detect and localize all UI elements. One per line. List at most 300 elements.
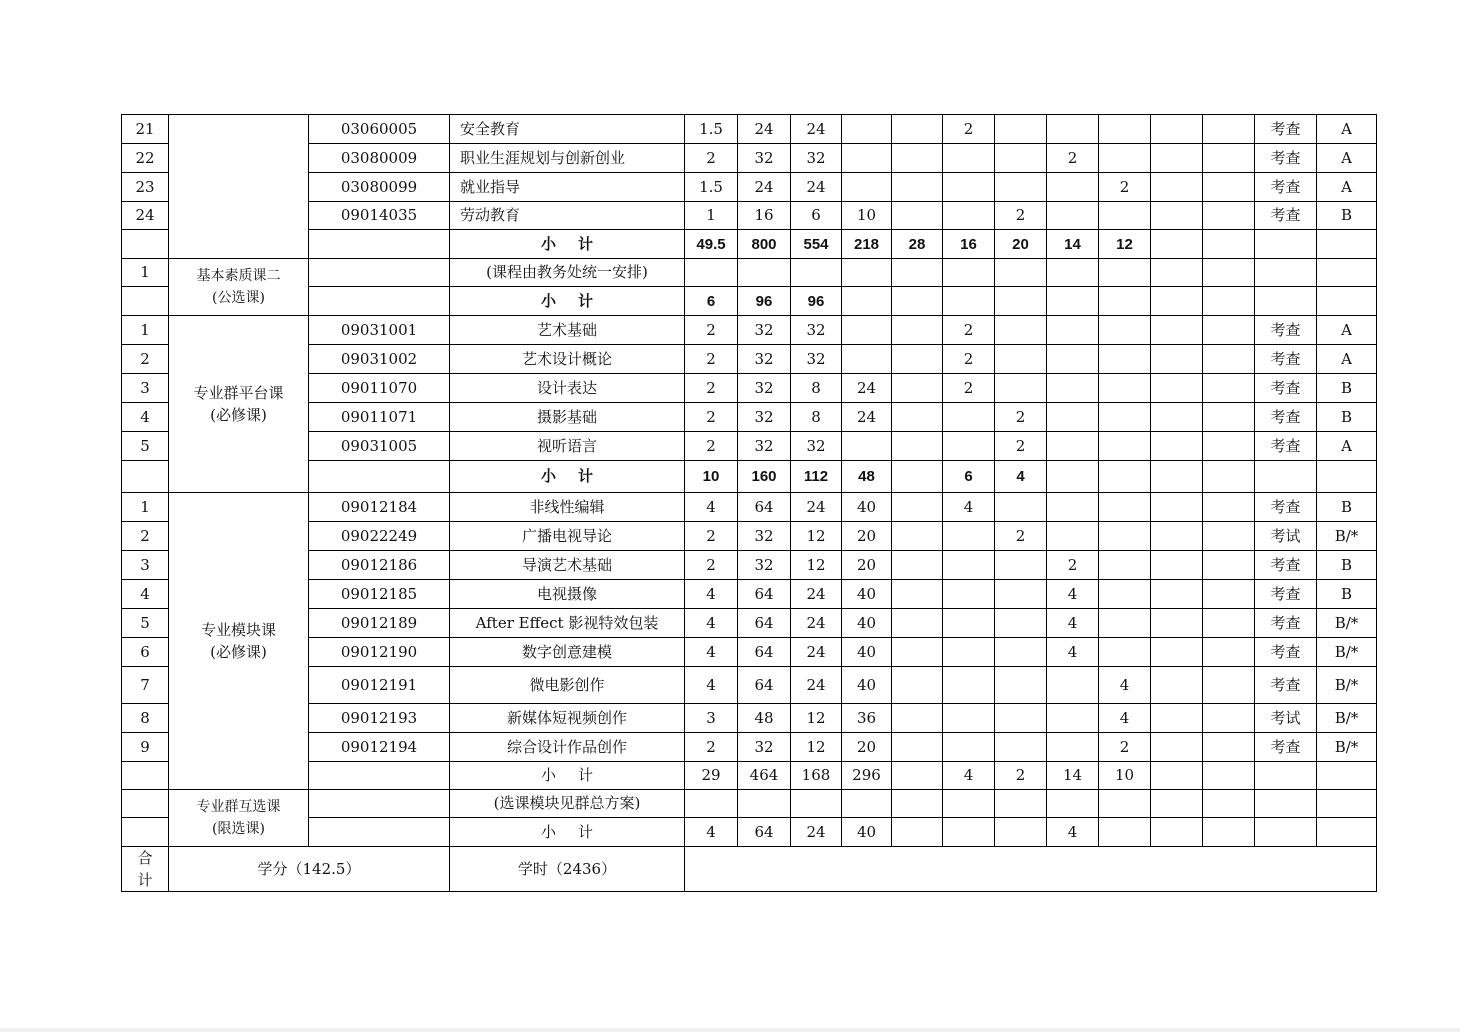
course-type bbox=[1317, 230, 1377, 259]
exam-method: 考查 bbox=[1255, 432, 1317, 461]
cell-s1 bbox=[892, 522, 943, 551]
exam-method: 考查 bbox=[1255, 144, 1317, 173]
cell-s7 bbox=[1203, 316, 1255, 345]
cell-practice: 40 bbox=[842, 580, 892, 609]
cell-hours: 24 bbox=[738, 115, 791, 144]
cell-s2 bbox=[943, 704, 995, 733]
course-code: 09031002 bbox=[309, 345, 450, 374]
exam-method: 考查 bbox=[1255, 638, 1317, 667]
cell-s3 bbox=[995, 316, 1047, 345]
cell-s6 bbox=[1151, 432, 1203, 461]
subtotal-s3: 2 bbox=[995, 762, 1047, 790]
cell-s1 bbox=[892, 609, 943, 638]
cell-s5 bbox=[1099, 432, 1151, 461]
cell-s2 bbox=[943, 144, 995, 173]
cell-hours: 24 bbox=[738, 173, 791, 202]
course-name: After Effect 影视特效包装 bbox=[450, 609, 685, 638]
exam-method: 考查 bbox=[1255, 609, 1317, 638]
course-name: 非线性编辑 bbox=[450, 493, 685, 522]
cell-theory: 8 bbox=[791, 403, 842, 432]
cell-s2 bbox=[943, 609, 995, 638]
cell-s3 bbox=[995, 704, 1047, 733]
subtotal-s6 bbox=[1151, 461, 1203, 493]
cell-s4 bbox=[1047, 432, 1099, 461]
subtotal-theory: 554 bbox=[791, 230, 842, 259]
cell-s7 bbox=[1203, 704, 1255, 733]
cell-s3: 2 bbox=[995, 522, 1047, 551]
cell-s7 bbox=[1203, 432, 1255, 461]
subtotal-practice bbox=[842, 287, 892, 316]
course-code: 09011070 bbox=[309, 374, 450, 403]
row-number: 7 bbox=[122, 667, 169, 704]
cell-s4 bbox=[1047, 316, 1099, 345]
cell-theory bbox=[791, 790, 842, 818]
total-blank bbox=[685, 847, 1377, 892]
cell-s3: 2 bbox=[995, 432, 1047, 461]
course-code: 09012190 bbox=[309, 638, 450, 667]
course-type bbox=[1317, 818, 1377, 847]
course-type bbox=[1317, 287, 1377, 316]
cell-hours: 32 bbox=[738, 403, 791, 432]
cell-s5 bbox=[1099, 551, 1151, 580]
course-code: 09012193 bbox=[309, 704, 450, 733]
cell-s5 bbox=[1099, 403, 1151, 432]
cell-s3 bbox=[995, 374, 1047, 403]
cell-s7 bbox=[1203, 733, 1255, 762]
cell-s4 bbox=[1047, 173, 1099, 202]
course-type: B/* bbox=[1317, 522, 1377, 551]
cell-practice: 24 bbox=[842, 374, 892, 403]
page-bottom-band bbox=[0, 1028, 1460, 1032]
elective-note: (选课模块见群总方案) bbox=[450, 790, 685, 818]
cell-s4: 4 bbox=[1047, 609, 1099, 638]
course-code: 09014035 bbox=[309, 202, 450, 230]
course-type bbox=[1317, 790, 1377, 818]
course-code: 09012194 bbox=[309, 733, 450, 762]
cell-credit: 2 bbox=[685, 374, 738, 403]
table-row bbox=[122, 667, 1377, 704]
subtotal-s7 bbox=[1203, 762, 1255, 790]
course-name: 电视摄像 bbox=[450, 580, 685, 609]
course-code: 09012185 bbox=[309, 580, 450, 609]
cell-s5 bbox=[1099, 115, 1151, 144]
cell-s3 bbox=[995, 115, 1047, 144]
cell-s5: 2 bbox=[1099, 173, 1151, 202]
arrangement-note: (课程由教务处统一安排) bbox=[450, 259, 685, 287]
cell-s4: 4 bbox=[1047, 580, 1099, 609]
course-code: 09012191 bbox=[309, 667, 450, 704]
course-code bbox=[309, 259, 450, 287]
row-number bbox=[122, 818, 169, 847]
cell-s3 bbox=[995, 551, 1047, 580]
cell-s4 bbox=[1047, 667, 1099, 704]
cell-s2 bbox=[943, 522, 995, 551]
course-type: B/* bbox=[1317, 667, 1377, 704]
course-type: B bbox=[1317, 493, 1377, 522]
exam-method bbox=[1255, 259, 1317, 287]
exam-method: 考查 bbox=[1255, 551, 1317, 580]
course-type: A bbox=[1317, 432, 1377, 461]
course-name: 艺术基础 bbox=[450, 316, 685, 345]
cell-s7 bbox=[1203, 374, 1255, 403]
cell-hours bbox=[738, 790, 791, 818]
subtotal-label bbox=[450, 818, 685, 847]
cell-practice: 36 bbox=[842, 704, 892, 733]
cell-s1 bbox=[892, 345, 943, 374]
row-number: 21 bbox=[122, 115, 169, 144]
course-name: 安全教育 bbox=[450, 115, 685, 144]
course-code: 09031001 bbox=[309, 316, 450, 345]
cell-hours: 48 bbox=[738, 704, 791, 733]
subtotal-label-b: 计 bbox=[578, 822, 594, 841]
cell-s6 bbox=[1151, 345, 1203, 374]
row-number bbox=[122, 790, 169, 818]
course-name: 就业指导 bbox=[450, 173, 685, 202]
cell-s3 bbox=[995, 345, 1047, 374]
course-type: B bbox=[1317, 202, 1377, 230]
subtotal-s3: 20 bbox=[995, 230, 1047, 259]
cell-s3 bbox=[995, 259, 1047, 287]
course-type: A bbox=[1317, 345, 1377, 374]
cell-s3 bbox=[995, 580, 1047, 609]
cell-credit: 2 bbox=[685, 316, 738, 345]
cell-s2: 2 bbox=[943, 115, 995, 144]
cell-theory: 8 bbox=[791, 374, 842, 403]
course-code bbox=[309, 762, 450, 790]
subtotal-s4: 4 bbox=[1047, 818, 1099, 847]
cell-s6 bbox=[1151, 638, 1203, 667]
table-row bbox=[122, 790, 1377, 818]
cell-s6 bbox=[1151, 403, 1203, 432]
row-number: 5 bbox=[122, 609, 169, 638]
cell-s1 bbox=[892, 403, 943, 432]
cell-hours: 32 bbox=[738, 144, 791, 173]
subtotal-theory: 168 bbox=[791, 762, 842, 790]
exam-method: 考查 bbox=[1255, 173, 1317, 202]
exam-method: 考查 bbox=[1255, 493, 1317, 522]
cell-s7 bbox=[1203, 790, 1255, 818]
course-code: 09012184 bbox=[309, 493, 450, 522]
exam-method: 考查 bbox=[1255, 667, 1317, 704]
cell-s2 bbox=[943, 173, 995, 202]
row-number: 23 bbox=[122, 173, 169, 202]
table-row bbox=[122, 461, 1377, 493]
cell-s4 bbox=[1047, 733, 1099, 762]
table-row bbox=[122, 638, 1377, 667]
cell-s7 bbox=[1203, 144, 1255, 173]
cell-s6 bbox=[1151, 374, 1203, 403]
table-row bbox=[122, 173, 1377, 202]
table-row bbox=[122, 230, 1377, 259]
exam-method: 考查 bbox=[1255, 316, 1317, 345]
cell-s1 bbox=[892, 551, 943, 580]
subtotal-credit: 49.5 bbox=[685, 230, 738, 259]
course-type bbox=[1317, 461, 1377, 493]
course-name: 劳动教育 bbox=[450, 202, 685, 230]
table-row bbox=[122, 580, 1377, 609]
cell-s6 bbox=[1151, 316, 1203, 345]
cell-s1 bbox=[892, 667, 943, 704]
cell-theory: 24 bbox=[791, 173, 842, 202]
cell-s5 bbox=[1099, 609, 1151, 638]
cell-practice bbox=[842, 173, 892, 202]
cell-s6 bbox=[1151, 173, 1203, 202]
cell-practice: 40 bbox=[842, 493, 892, 522]
cell-s7 bbox=[1203, 259, 1255, 287]
course-type: B bbox=[1317, 403, 1377, 432]
row-number: 4 bbox=[122, 403, 169, 432]
course-type bbox=[1317, 762, 1377, 790]
cell-hours: 32 bbox=[738, 432, 791, 461]
subtotal-s3 bbox=[995, 818, 1047, 847]
cell-s5 bbox=[1099, 493, 1151, 522]
cell-s4: 4 bbox=[1047, 638, 1099, 667]
subtotal-hours: 64 bbox=[738, 818, 791, 847]
course-type bbox=[1317, 259, 1377, 287]
cell-theory: 12 bbox=[791, 733, 842, 762]
subtotal-s2: 6 bbox=[943, 461, 995, 493]
cell-credit: 1 bbox=[685, 202, 738, 230]
subtotal-s5 bbox=[1099, 818, 1151, 847]
table-row bbox=[122, 847, 1377, 892]
course-code bbox=[309, 230, 450, 259]
cell-s1 bbox=[892, 374, 943, 403]
cell-hours bbox=[738, 259, 791, 287]
cell-credit: 2 bbox=[685, 345, 738, 374]
row-number: 24 bbox=[122, 202, 169, 230]
course-type: B bbox=[1317, 374, 1377, 403]
subtotal-s6 bbox=[1151, 230, 1203, 259]
cell-s2 bbox=[943, 202, 995, 230]
cell-hours: 32 bbox=[738, 522, 791, 551]
cell-s7 bbox=[1203, 493, 1255, 522]
subtotal-s1 bbox=[892, 818, 943, 847]
course-type: A bbox=[1317, 115, 1377, 144]
row-number: 5 bbox=[122, 432, 169, 461]
subtotal-hours: 96 bbox=[738, 287, 791, 316]
cell-s5 bbox=[1099, 522, 1151, 551]
course-type: B/* bbox=[1317, 609, 1377, 638]
cell-s6 bbox=[1151, 580, 1203, 609]
cell-theory: 12 bbox=[791, 522, 842, 551]
subtotal-s1 bbox=[892, 461, 943, 493]
row-number: 1 bbox=[122, 493, 169, 522]
course-type: B/* bbox=[1317, 638, 1377, 667]
course-name: 职业生涯规划与创新创业 bbox=[450, 144, 685, 173]
exam-method: 考试 bbox=[1255, 522, 1317, 551]
subtotal-credit: 6 bbox=[685, 287, 738, 316]
group-subtitle: (必修课) bbox=[210, 406, 267, 424]
course-code: 03080099 bbox=[309, 173, 450, 202]
cell-s1 bbox=[892, 259, 943, 287]
cell-credit: 2 bbox=[685, 403, 738, 432]
subtotal-s5: 10 bbox=[1099, 762, 1151, 790]
cell-s6 bbox=[1151, 115, 1203, 144]
cell-theory: 24 bbox=[791, 667, 842, 704]
cell-s6 bbox=[1151, 704, 1203, 733]
row-number: 3 bbox=[122, 374, 169, 403]
cell-credit: 2 bbox=[685, 432, 738, 461]
subtotal-label-b: 计 bbox=[578, 291, 594, 310]
cell-s2 bbox=[943, 432, 995, 461]
cell-s7 bbox=[1203, 551, 1255, 580]
cell-s5 bbox=[1099, 316, 1151, 345]
exam-method: 考查 bbox=[1255, 345, 1317, 374]
cell-theory: 12 bbox=[791, 551, 842, 580]
subtotal-s3: 4 bbox=[995, 461, 1047, 493]
cell-s4 bbox=[1047, 403, 1099, 432]
total-credits: 学分（142.5） bbox=[169, 847, 450, 892]
cell-s6 bbox=[1151, 522, 1203, 551]
course-code: 03080009 bbox=[309, 144, 450, 173]
cell-s1 bbox=[892, 115, 943, 144]
cell-s2 bbox=[943, 551, 995, 580]
cell-theory: 32 bbox=[791, 345, 842, 374]
cell-s5 bbox=[1099, 638, 1151, 667]
table-row bbox=[122, 762, 1377, 790]
table-row bbox=[122, 287, 1377, 316]
subtotal-label-a: 小 bbox=[540, 766, 556, 784]
cell-theory: 24 bbox=[791, 638, 842, 667]
cell-credit: 4 bbox=[685, 580, 738, 609]
cell-theory: 32 bbox=[791, 316, 842, 345]
group-title: 专业模块课 bbox=[200, 621, 276, 639]
cell-s7 bbox=[1203, 667, 1255, 704]
table-row bbox=[122, 818, 1377, 847]
exam-method: 考查 bbox=[1255, 403, 1317, 432]
cell-hours: 64 bbox=[738, 580, 791, 609]
cell-hours: 64 bbox=[738, 638, 791, 667]
cell-s4 bbox=[1047, 202, 1099, 230]
cell-s1 bbox=[892, 493, 943, 522]
cell-practice bbox=[842, 345, 892, 374]
group-subtitle: (必修课) bbox=[210, 643, 267, 661]
total-label-b: 计 bbox=[137, 871, 153, 889]
cell-s2 bbox=[943, 638, 995, 667]
subtotal-label-b: 计 bbox=[578, 234, 594, 253]
cell-theory: 24 bbox=[791, 609, 842, 638]
cell-s1 bbox=[892, 173, 943, 202]
cell-s7 bbox=[1203, 522, 1255, 551]
total-hours: 学时（2436） bbox=[450, 847, 685, 892]
subtotal-hours: 800 bbox=[738, 230, 791, 259]
subtotal-s4 bbox=[1047, 287, 1099, 316]
exam-method bbox=[1255, 461, 1317, 493]
cell-s4 bbox=[1047, 704, 1099, 733]
subtotal-label-a: 小 bbox=[540, 234, 556, 253]
table-row bbox=[122, 316, 1377, 345]
exam-method: 考查 bbox=[1255, 202, 1317, 230]
subtotal-s6 bbox=[1151, 287, 1203, 316]
subtotal-hours: 160 bbox=[738, 461, 791, 493]
row-number bbox=[122, 762, 169, 790]
cell-practice bbox=[842, 144, 892, 173]
table-row bbox=[122, 522, 1377, 551]
course-type: B bbox=[1317, 551, 1377, 580]
group-title: 基本素质课二 bbox=[196, 268, 281, 284]
cell-credit: 4 bbox=[685, 667, 738, 704]
cell-s6 bbox=[1151, 551, 1203, 580]
subtotal-s2 bbox=[943, 287, 995, 316]
subtotal-s2: 16 bbox=[943, 230, 995, 259]
subtotal-s2: 4 bbox=[943, 762, 995, 790]
cell-s7 bbox=[1203, 638, 1255, 667]
cell-practice: 20 bbox=[842, 522, 892, 551]
cell-s1 bbox=[892, 790, 943, 818]
subtotal-s7 bbox=[1203, 230, 1255, 259]
subtotal-hours: 464 bbox=[738, 762, 791, 790]
cell-practice bbox=[842, 259, 892, 287]
subtotal-s7 bbox=[1203, 287, 1255, 316]
course-group-label bbox=[169, 790, 309, 847]
subtotal-s1: 28 bbox=[892, 230, 943, 259]
cell-s5: 4 bbox=[1099, 704, 1151, 733]
course-group-label bbox=[169, 259, 309, 316]
cell-s5 bbox=[1099, 345, 1151, 374]
group-subtitle: (公选课) bbox=[212, 290, 265, 306]
row-number: 8 bbox=[122, 704, 169, 733]
course-code bbox=[309, 461, 450, 493]
cell-credit: 4 bbox=[685, 609, 738, 638]
cell-s2: 2 bbox=[943, 345, 995, 374]
cell-s1 bbox=[892, 432, 943, 461]
course-group-label bbox=[169, 316, 309, 493]
cell-practice: 10 bbox=[842, 202, 892, 230]
cell-practice bbox=[842, 316, 892, 345]
cell-credit: 1.5 bbox=[685, 173, 738, 202]
cell-s1 bbox=[892, 733, 943, 762]
subtotal-s4: 14 bbox=[1047, 762, 1099, 790]
subtotal-s1 bbox=[892, 762, 943, 790]
cell-s5: 4 bbox=[1099, 667, 1151, 704]
cell-credit: 2 bbox=[685, 144, 738, 173]
course-code: 09011071 bbox=[309, 403, 450, 432]
cell-hours: 32 bbox=[738, 316, 791, 345]
cell-practice bbox=[842, 115, 892, 144]
course-name: 广播电视导论 bbox=[450, 522, 685, 551]
cell-s3 bbox=[995, 609, 1047, 638]
course-name: 微电影创作 bbox=[450, 667, 685, 704]
subtotal-practice: 40 bbox=[842, 818, 892, 847]
cell-theory: 24 bbox=[791, 493, 842, 522]
row-number: 1 bbox=[122, 316, 169, 345]
subtotal-credit: 29 bbox=[685, 762, 738, 790]
cell-credit: 2 bbox=[685, 551, 738, 580]
cell-credit: 2 bbox=[685, 522, 738, 551]
subtotal-label bbox=[450, 230, 685, 259]
cell-s4 bbox=[1047, 345, 1099, 374]
cell-s3 bbox=[995, 667, 1047, 704]
cell-practice: 20 bbox=[842, 733, 892, 762]
cell-s6 bbox=[1151, 609, 1203, 638]
subtotal-s3 bbox=[995, 287, 1047, 316]
course-type: A bbox=[1317, 144, 1377, 173]
cell-credit: 3 bbox=[685, 704, 738, 733]
table-row bbox=[122, 432, 1377, 461]
subtotal-label-a: 小 bbox=[540, 291, 556, 310]
cell-s6 bbox=[1151, 733, 1203, 762]
cell-s1 bbox=[892, 202, 943, 230]
cell-credit: 4 bbox=[685, 493, 738, 522]
subtotal-practice: 296 bbox=[842, 762, 892, 790]
table-row bbox=[122, 609, 1377, 638]
exam-method: 考查 bbox=[1255, 733, 1317, 762]
cell-s4: 2 bbox=[1047, 144, 1099, 173]
cell-s4 bbox=[1047, 259, 1099, 287]
table-row bbox=[122, 202, 1377, 230]
cell-s5 bbox=[1099, 144, 1151, 173]
cell-s4 bbox=[1047, 493, 1099, 522]
